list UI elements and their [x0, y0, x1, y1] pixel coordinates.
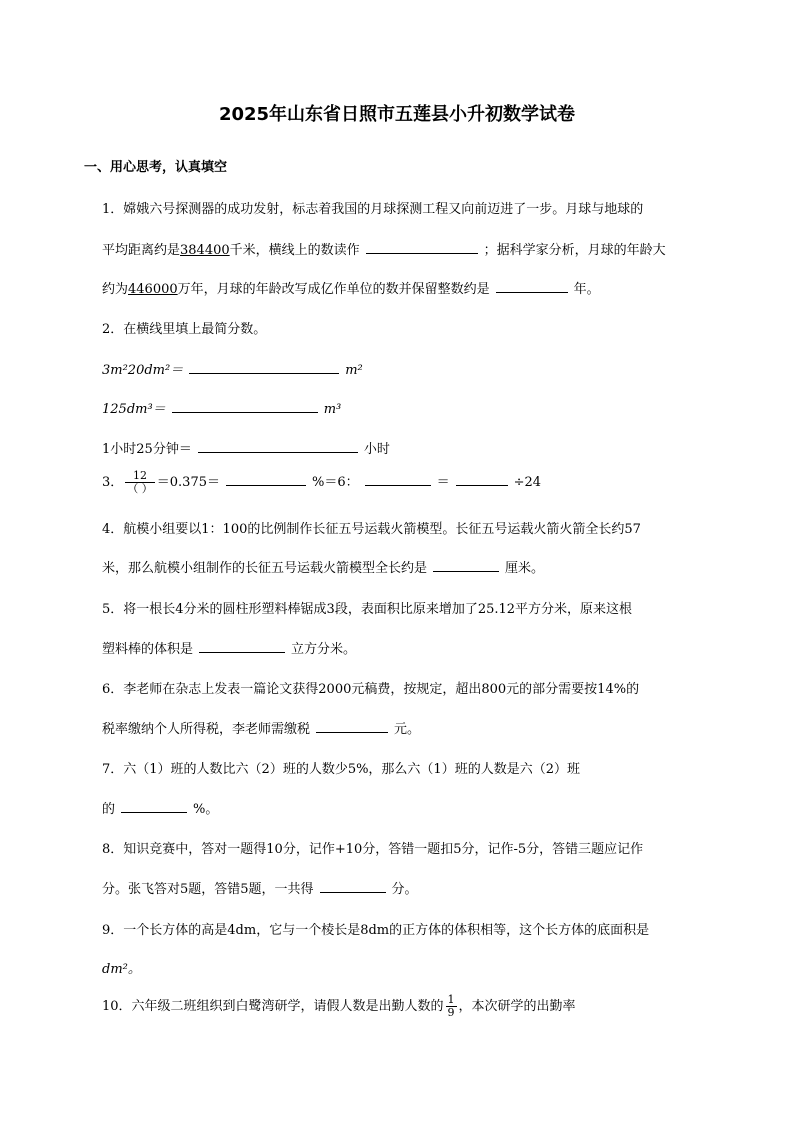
question-5-line-2 — [102, 638, 722, 657]
question-4-line-1: 4．航模小组要以1：100的比例制作长征五号运载火箭模型。长征五号运载火箭火箭全长约57 — [102, 522, 641, 537]
answer-blank[interactable] — [189, 361, 339, 374]
text: 的 — [102, 802, 116, 817]
unit: m³ — [323, 402, 342, 417]
text: 分。 — [391, 882, 418, 897]
question-9-line-1: 9．一个长方体的高是4dm，它与一个棱长是8dm的正方体的体积相等，这个长方体的底面积是 — [102, 923, 650, 938]
underlined-number: 446000 — [128, 282, 178, 297]
text: 年。 — [573, 282, 600, 297]
answer-blank[interactable] — [433, 559, 499, 572]
question-1-line-3 — [102, 278, 722, 297]
text: %。 — [193, 802, 219, 817]
question-10-line-1 — [102, 994, 722, 1019]
answer-blank[interactable] — [198, 440, 358, 453]
numerator: 1 — [447, 993, 455, 1006]
fraction — [446, 994, 457, 1019]
text: 塑料棒的体积是 — [102, 642, 194, 657]
question-4-line-2 — [102, 557, 722, 576]
text: 厘米。 — [505, 561, 545, 576]
text: 万年，月球的年龄改写成亿作单位的数并保留整数约是 — [177, 282, 490, 297]
underlined-number: 384400 — [180, 243, 230, 258]
text: 1小时25分钟＝ — [102, 442, 192, 457]
answer-blank[interactable] — [365, 473, 431, 486]
text: 立方分米。 — [291, 642, 357, 657]
question-6-line-1: 6．李老师在杂志上发表一篇论文获得2000元稿费，按规定，超出800元的部分需要按14%的 — [102, 682, 640, 697]
text: 平均距离约是 — [102, 243, 181, 258]
text: 米，那么航模小组制作的长征五号运载火箭模型全长约是 — [102, 561, 428, 576]
question-2-intro: 2．在横线里填上最简分数。 — [102, 322, 267, 337]
question-1-line-2 — [102, 239, 722, 258]
fraction — [125, 470, 155, 495]
denominator: 9 — [447, 1006, 455, 1019]
question-5-line-1: 5．将一根长4分米的圆柱形塑料棒锯成3段，表面积比原来增加了25.12平方分米，原来这根 — [102, 602, 633, 617]
text: ，本次研学的出勤率 — [458, 999, 576, 1014]
question-8-line-1: 8．知识竞赛中，答对一题得10分，记作+10分，答错一题扣5分，记作-5分，答错三题应记作 — [102, 842, 644, 857]
answer-blank[interactable] — [226, 473, 306, 486]
text: 3m²20dm²＝ — [102, 363, 184, 378]
question-6-line-2 — [102, 718, 722, 737]
text: 分。张飞答对5题，答错5题，一共得 — [102, 882, 314, 897]
text: 千米，横线上的数读作 — [229, 243, 360, 258]
text: 元。 — [394, 722, 421, 737]
answer-blank[interactable] — [456, 473, 508, 486]
question-8-line-2 — [102, 878, 722, 897]
section-heading: 一、用心思考，认真填空 — [84, 160, 228, 175]
answer-blank[interactable] — [320, 880, 386, 893]
question-9-line-2: dm²。 — [102, 962, 141, 977]
unit: m² — [345, 363, 363, 378]
unit: 小时 — [363, 442, 390, 457]
answer-blank[interactable] — [496, 280, 568, 293]
question-7-line-1: 7．六（1）班的人数比六（2）班的人数少5%，那么六（1）班的人数是六（2）班 — [102, 762, 580, 777]
denominator: （ ） — [127, 482, 153, 495]
text: 税率缴纳个人所得税，李老师需缴税 — [102, 722, 311, 737]
numerator: 12 — [125, 470, 155, 483]
text: 10．六年级二班组织到白鹭湾研学，请假人数是出勤人数的 — [102, 999, 444, 1014]
question-2-a — [102, 359, 722, 378]
text: 约为 — [102, 282, 129, 297]
answer-blank[interactable] — [172, 400, 318, 413]
text: 125dm³＝ — [102, 402, 166, 417]
answer-blank[interactable] — [121, 800, 187, 813]
text: ＝0.375＝ — [156, 475, 220, 490]
text: 3． — [102, 475, 124, 490]
question-2-b — [102, 398, 722, 417]
text: ＝ — [436, 475, 450, 490]
page-title: 2025年山东省日照市五莲县小升初数学试卷 — [218, 104, 576, 125]
text: ÷24 — [513, 475, 542, 490]
text: ；据科学家分析，月球的年龄大 — [483, 243, 666, 258]
answer-blank[interactable] — [199, 640, 285, 653]
question-1-line-1: 1．嫦娥六号探测器的成功发射，标志着我国的月球探测工程又向前迈进了一步。月球与地球的 — [102, 202, 644, 217]
question-3 — [102, 470, 722, 495]
text: %＝6： — [312, 475, 359, 490]
question-2-c — [102, 438, 722, 457]
answer-blank[interactable] — [366, 241, 478, 254]
question-7-line-2 — [102, 798, 722, 817]
answer-blank[interactable] — [316, 720, 388, 733]
